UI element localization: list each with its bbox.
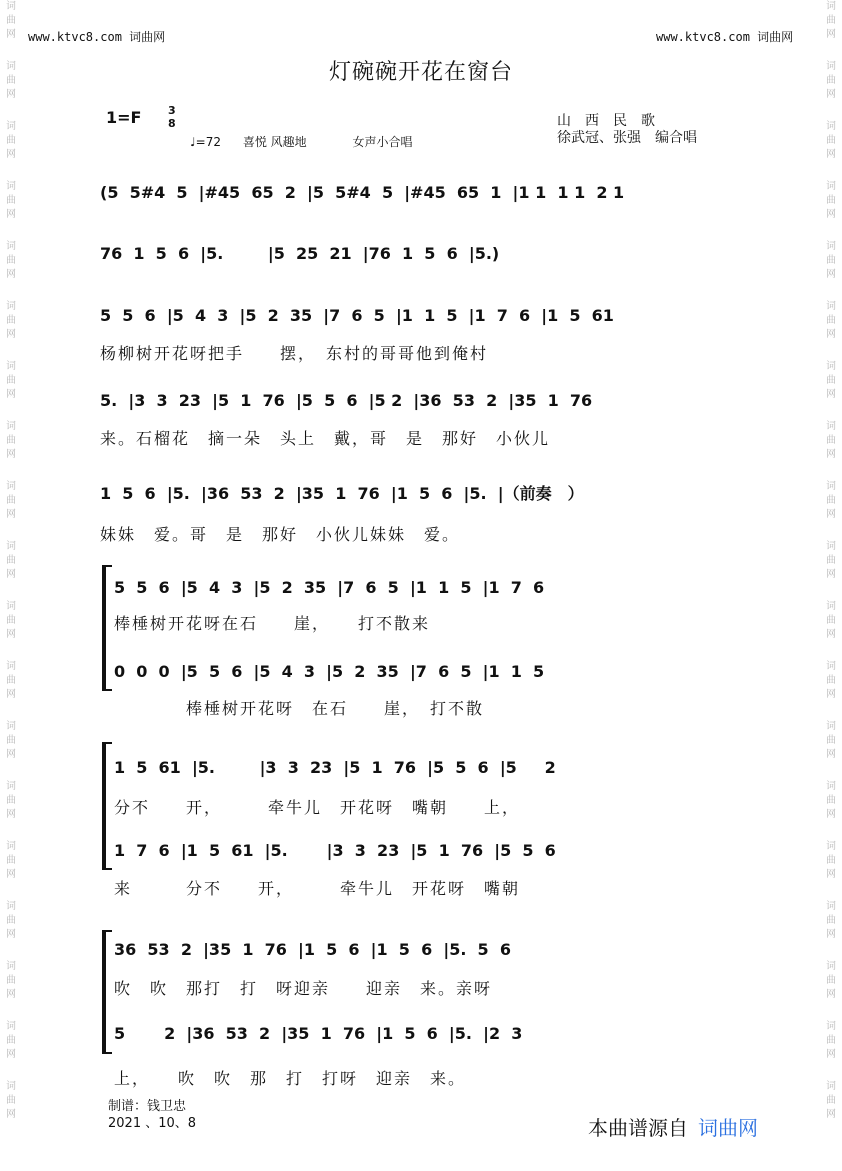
watermark-glyph: 词 bbox=[6, 361, 16, 372]
watermark-glyph: 网 bbox=[826, 809, 836, 820]
left-watermark-strip bbox=[0, 0, 22, 1171]
watermark-glyph-group bbox=[0, 660, 22, 720]
watermark-glyph: 曲 bbox=[6, 315, 16, 326]
system-brace-3 bbox=[102, 930, 106, 1054]
watermark-glyph: 曲 bbox=[6, 1035, 16, 1046]
watermark-glyph: 网 bbox=[826, 329, 836, 340]
watermark-glyph: 网 bbox=[826, 869, 836, 880]
score-row-7b: 1 7 6 |1 5 61 |5. |3 3 23 |5 1 76 |5 5 6 bbox=[114, 841, 556, 860]
watermark-glyph-group bbox=[0, 360, 22, 420]
lyrics-row-6a: 棒棰树开花呀在石 崖， 打不散来 bbox=[114, 614, 431, 633]
key-signature: 1=F bbox=[106, 108, 142, 127]
watermark-glyph-group bbox=[0, 720, 22, 780]
watermark-glyph: 网 bbox=[826, 389, 836, 400]
watermark-glyph: 曲 bbox=[826, 975, 836, 986]
watermark-glyph: 曲 bbox=[6, 915, 16, 926]
watermark-glyph: 曲 bbox=[826, 195, 836, 206]
watermark-glyph: 曲 bbox=[826, 1095, 836, 1106]
watermark-glyph-group bbox=[820, 180, 842, 240]
time-signature bbox=[168, 104, 176, 130]
watermark-glyph: 网 bbox=[826, 269, 836, 280]
watermark-glyph: 网 bbox=[6, 149, 16, 160]
watermark-glyph: 网 bbox=[826, 989, 836, 1000]
watermark-glyph-group bbox=[820, 960, 842, 1020]
watermark-glyph: 曲 bbox=[826, 855, 836, 866]
watermark-glyph: 词 bbox=[826, 841, 836, 852]
watermark-glyph: 词 bbox=[826, 781, 836, 792]
watermark-glyph: 网 bbox=[6, 869, 16, 880]
watermark-glyph: 网 bbox=[826, 569, 836, 580]
watermark-glyph: 曲 bbox=[826, 555, 836, 566]
watermark-glyph-group bbox=[0, 300, 22, 360]
watermark-glyph: 网 bbox=[826, 1049, 836, 1060]
score-row-3: 5 5 6 |5 4 3 |5 2 35 |7 6 5 |1 1 5 |1 7 6 |1 5 61 bbox=[100, 306, 614, 325]
watermark-glyph-group bbox=[0, 480, 22, 540]
watermark-glyph: 曲 bbox=[826, 1035, 836, 1046]
watermark-glyph: 网 bbox=[826, 29, 836, 40]
watermark-glyph: 网 bbox=[6, 629, 16, 640]
watermark-glyph: 网 bbox=[826, 1109, 836, 1120]
watermark-glyph: 词 bbox=[826, 421, 836, 432]
lyrics-row-6b: 棒棰树开花呀 在石 崖， 打不散 bbox=[114, 699, 485, 718]
lyrics-row-3: 杨柳树开花呀把手 摆， 东村的哥哥他到俺村 bbox=[100, 344, 489, 363]
lyrics-row-8b: 上， 吹 吹 那 打 打呀 迎亲 来。 bbox=[114, 1069, 467, 1088]
watermark-glyph: 词 bbox=[6, 481, 16, 492]
watermark-glyph: 曲 bbox=[6, 615, 16, 626]
mood-text: 喜悦 风趣地 bbox=[242, 135, 307, 149]
watermark-glyph: 曲 bbox=[6, 75, 16, 86]
watermark-glyph-group bbox=[820, 0, 842, 60]
score-row-2: 76 1 5 6 |5. |5 25 21 |76 1 5 6 |5.) bbox=[100, 244, 500, 263]
site-watermark-left: www.ktvc8.com 词曲网 bbox=[28, 30, 166, 44]
watermark-glyph-group bbox=[0, 840, 22, 900]
score-row-7a: 1 5 61 |5. |3 3 23 |5 1 76 |5 5 6 |5 2 bbox=[114, 758, 556, 777]
watermark-glyph: 词 bbox=[6, 601, 16, 612]
source-label: 本曲谱源自 bbox=[588, 1116, 688, 1140]
watermark-glyph-group bbox=[0, 0, 22, 60]
watermark-glyph: 曲 bbox=[826, 615, 836, 626]
right-watermark-strip bbox=[820, 0, 842, 1171]
score-row-8b: 5 2 |36 53 2 |35 1 76 |1 5 6 |5. |2 3 bbox=[114, 1024, 523, 1043]
watermark-glyph-group bbox=[0, 780, 22, 840]
tempo-mark: ♩=72 bbox=[190, 135, 221, 149]
watermark-glyph: 词 bbox=[6, 781, 16, 792]
watermark-glyph: 词 bbox=[6, 121, 16, 132]
watermark-glyph: 网 bbox=[826, 629, 836, 640]
watermark-glyph-group bbox=[820, 840, 842, 900]
lyrics-row-7a: 分不 开， 牵牛儿 开花呀 嘴朝 上， bbox=[114, 798, 521, 817]
watermark-glyph: 词 bbox=[6, 541, 16, 552]
watermark-glyph: 词 bbox=[826, 721, 836, 732]
watermark-glyph: 网 bbox=[6, 989, 16, 1000]
score-row-6a: 5 5 6 |5 4 3 |5 2 35 |7 6 5 |1 1 5 |1 7 6 bbox=[114, 578, 545, 597]
watermark-glyph-group bbox=[820, 900, 842, 960]
meter-bottom: 8 bbox=[168, 117, 176, 130]
performance-text: 女声小合唱 bbox=[352, 135, 413, 149]
transcription-date: 2021 、10、8 bbox=[108, 1116, 197, 1131]
watermark-glyph-group bbox=[0, 540, 22, 600]
watermark-glyph: 曲 bbox=[6, 375, 16, 386]
watermark-glyph: 网 bbox=[6, 509, 16, 520]
watermark-glyph: 曲 bbox=[6, 255, 16, 266]
watermark-glyph-group bbox=[820, 120, 842, 180]
score-row-4: 5. |3 3 23 |5 1 76 |5 5 6 |5 2 |36 53 2 |35 1 76 bbox=[100, 391, 593, 410]
song-origin bbox=[557, 113, 697, 147]
watermark-glyph: 词 bbox=[826, 661, 836, 672]
watermark-glyph: 词 bbox=[6, 61, 16, 72]
watermark-glyph: 网 bbox=[6, 269, 16, 280]
watermark-glyph: 曲 bbox=[826, 375, 836, 386]
watermark-glyph: 词 bbox=[826, 541, 836, 552]
tempo-line bbox=[190, 133, 412, 150]
watermark-glyph: 词 bbox=[826, 901, 836, 912]
transcriber: 制谱：钱卫忠 bbox=[108, 1099, 187, 1114]
watermark-glyph: 词 bbox=[826, 1, 836, 12]
watermark-glyph: 曲 bbox=[6, 675, 16, 686]
watermark-glyph-group bbox=[820, 420, 842, 480]
score-row-1: (5 5#4 5 |#45 65 2 |5 5#4 5 |#45 65 1 |1 1 1 1 2 1 bbox=[100, 183, 625, 202]
watermark-glyph: 网 bbox=[826, 929, 836, 940]
song-title: 灯碗碗开花在窗台 bbox=[328, 60, 513, 85]
watermark-glyph-group bbox=[0, 180, 22, 240]
watermark-glyph: 曲 bbox=[6, 975, 16, 986]
watermark-glyph-group bbox=[820, 1080, 842, 1140]
watermark-glyph-group bbox=[820, 600, 842, 660]
watermark-glyph: 网 bbox=[6, 29, 16, 40]
watermark-glyph-group bbox=[0, 120, 22, 180]
watermark-glyph: 曲 bbox=[826, 255, 836, 266]
watermark-glyph: 曲 bbox=[826, 735, 836, 746]
watermark-glyph: 曲 bbox=[826, 75, 836, 86]
watermark-glyph: 曲 bbox=[6, 795, 16, 806]
origin-text: 山 西 民 歌 bbox=[557, 113, 655, 129]
watermark-glyph: 曲 bbox=[6, 1095, 16, 1106]
system-brace-1 bbox=[102, 565, 106, 691]
arrangers-text: 徐武冠、张强 编合唱 bbox=[557, 130, 697, 146]
watermark-glyph: 网 bbox=[6, 389, 16, 400]
watermark-glyph: 网 bbox=[6, 809, 16, 820]
watermark-glyph: 网 bbox=[6, 1109, 16, 1120]
watermark-glyph: 曲 bbox=[826, 795, 836, 806]
watermark-glyph-group bbox=[820, 1020, 842, 1080]
lyrics-row-8a: 吹 吹 那打 打 呀迎亲 迎亲 来。亲呀 bbox=[114, 979, 493, 998]
watermark-glyph-group bbox=[820, 480, 842, 540]
watermark-glyph: 词 bbox=[6, 961, 16, 972]
watermark-glyph: 曲 bbox=[6, 435, 16, 446]
score-row-5: 1 5 6 |5. |36 53 2 |35 1 76 |1 5 6 |5. |（前奏 ） bbox=[100, 484, 584, 503]
watermark-glyph: 词 bbox=[6, 1081, 16, 1092]
score-row-8a: 36 53 2 |35 1 76 |1 5 6 |1 5 6 |5. 5 6 bbox=[114, 940, 511, 959]
watermark-glyph: 网 bbox=[6, 569, 16, 580]
watermark-glyph-group bbox=[0, 1080, 22, 1140]
watermark-glyph: 网 bbox=[826, 749, 836, 760]
watermark-glyph: 曲 bbox=[826, 135, 836, 146]
watermark-glyph: 网 bbox=[6, 1049, 16, 1060]
watermark-glyph-group bbox=[0, 960, 22, 1020]
watermark-glyph: 词 bbox=[826, 601, 836, 612]
watermark-glyph: 网 bbox=[6, 329, 16, 340]
watermark-glyph: 网 bbox=[826, 689, 836, 700]
watermark-glyph: 曲 bbox=[826, 495, 836, 506]
watermark-glyph: 曲 bbox=[6, 735, 16, 746]
watermark-glyph: 词 bbox=[6, 841, 16, 852]
watermark-glyph: 曲 bbox=[6, 15, 16, 26]
watermark-glyph: 曲 bbox=[6, 555, 16, 566]
lyrics-row-5: 妹妹 爱。哥 是 那好 小伙儿妹妹 爱。 bbox=[100, 525, 461, 544]
score-row-6b: 0 0 0 |5 5 6 |5 4 3 |5 2 35 |7 6 5 |1 1 5 bbox=[114, 662, 545, 681]
watermark-glyph: 曲 bbox=[826, 675, 836, 686]
watermark-glyph: 网 bbox=[826, 209, 836, 220]
watermark-glyph: 词 bbox=[6, 721, 16, 732]
watermark-glyph: 网 bbox=[826, 149, 836, 160]
lyrics-row-4: 来。石榴花 摘一朵 头上 戴，哥 是 那好 小伙儿 bbox=[100, 429, 551, 448]
watermark-glyph: 网 bbox=[826, 89, 836, 100]
system-brace-2 bbox=[102, 742, 106, 870]
watermark-glyph: 曲 bbox=[826, 915, 836, 926]
watermark-glyph: 曲 bbox=[826, 435, 836, 446]
watermark-glyph: 曲 bbox=[6, 855, 16, 866]
watermark-glyph-group bbox=[0, 420, 22, 480]
source-note bbox=[588, 1112, 758, 1141]
watermark-glyph: 词 bbox=[826, 1081, 836, 1092]
watermark-glyph: 网 bbox=[6, 689, 16, 700]
watermark-glyph-group bbox=[820, 660, 842, 720]
watermark-glyph: 网 bbox=[6, 929, 16, 940]
watermark-glyph-group bbox=[820, 720, 842, 780]
watermark-glyph-group bbox=[820, 300, 842, 360]
watermark-glyph: 词 bbox=[826, 301, 836, 312]
watermark-glyph-group bbox=[820, 540, 842, 600]
watermark-glyph: 网 bbox=[826, 509, 836, 520]
watermark-glyph-group bbox=[0, 1020, 22, 1080]
watermark-glyph: 词 bbox=[826, 61, 836, 72]
watermark-glyph: 词 bbox=[6, 1, 16, 12]
source-brand-link[interactable]: 词曲网 bbox=[698, 1116, 758, 1140]
watermark-glyph: 词 bbox=[6, 181, 16, 192]
watermark-glyph-group bbox=[820, 780, 842, 840]
watermark-glyph: 词 bbox=[6, 901, 16, 912]
watermark-glyph: 词 bbox=[6, 301, 16, 312]
watermark-glyph: 词 bbox=[826, 181, 836, 192]
watermark-glyph-group bbox=[0, 900, 22, 960]
watermark-glyph: 曲 bbox=[6, 135, 16, 146]
watermark-glyph-group bbox=[820, 240, 842, 300]
watermark-glyph: 网 bbox=[826, 449, 836, 460]
watermark-glyph: 词 bbox=[826, 121, 836, 132]
watermark-glyph: 词 bbox=[6, 421, 16, 432]
watermark-glyph: 曲 bbox=[826, 15, 836, 26]
watermark-glyph: 曲 bbox=[6, 495, 16, 506]
watermark-glyph: 网 bbox=[6, 749, 16, 760]
watermark-glyph: 词 bbox=[826, 241, 836, 252]
watermark-glyph: 曲 bbox=[826, 315, 836, 326]
watermark-glyph-group bbox=[0, 600, 22, 660]
watermark-glyph: 词 bbox=[6, 661, 16, 672]
watermark-glyph: 网 bbox=[6, 449, 16, 460]
site-watermark-right: www.ktvc8.com 词曲网 bbox=[656, 30, 794, 44]
watermark-glyph: 网 bbox=[6, 89, 16, 100]
watermark-glyph-group bbox=[820, 360, 842, 420]
watermark-glyph: 词 bbox=[826, 961, 836, 972]
watermark-glyph: 词 bbox=[6, 241, 16, 252]
credits bbox=[108, 1098, 196, 1132]
watermark-glyph: 曲 bbox=[6, 195, 16, 206]
meter-top: 3 bbox=[168, 104, 176, 117]
watermark-glyph: 词 bbox=[6, 1021, 16, 1032]
watermark-glyph: 词 bbox=[826, 1021, 836, 1032]
watermark-glyph: 词 bbox=[826, 361, 836, 372]
watermark-glyph-group bbox=[0, 240, 22, 300]
watermark-glyph: 词 bbox=[826, 481, 836, 492]
lyrics-row-7b: 来 分不 开， 牵牛儿 开花呀 嘴朝 bbox=[114, 879, 521, 898]
watermark-glyph: 网 bbox=[6, 209, 16, 220]
